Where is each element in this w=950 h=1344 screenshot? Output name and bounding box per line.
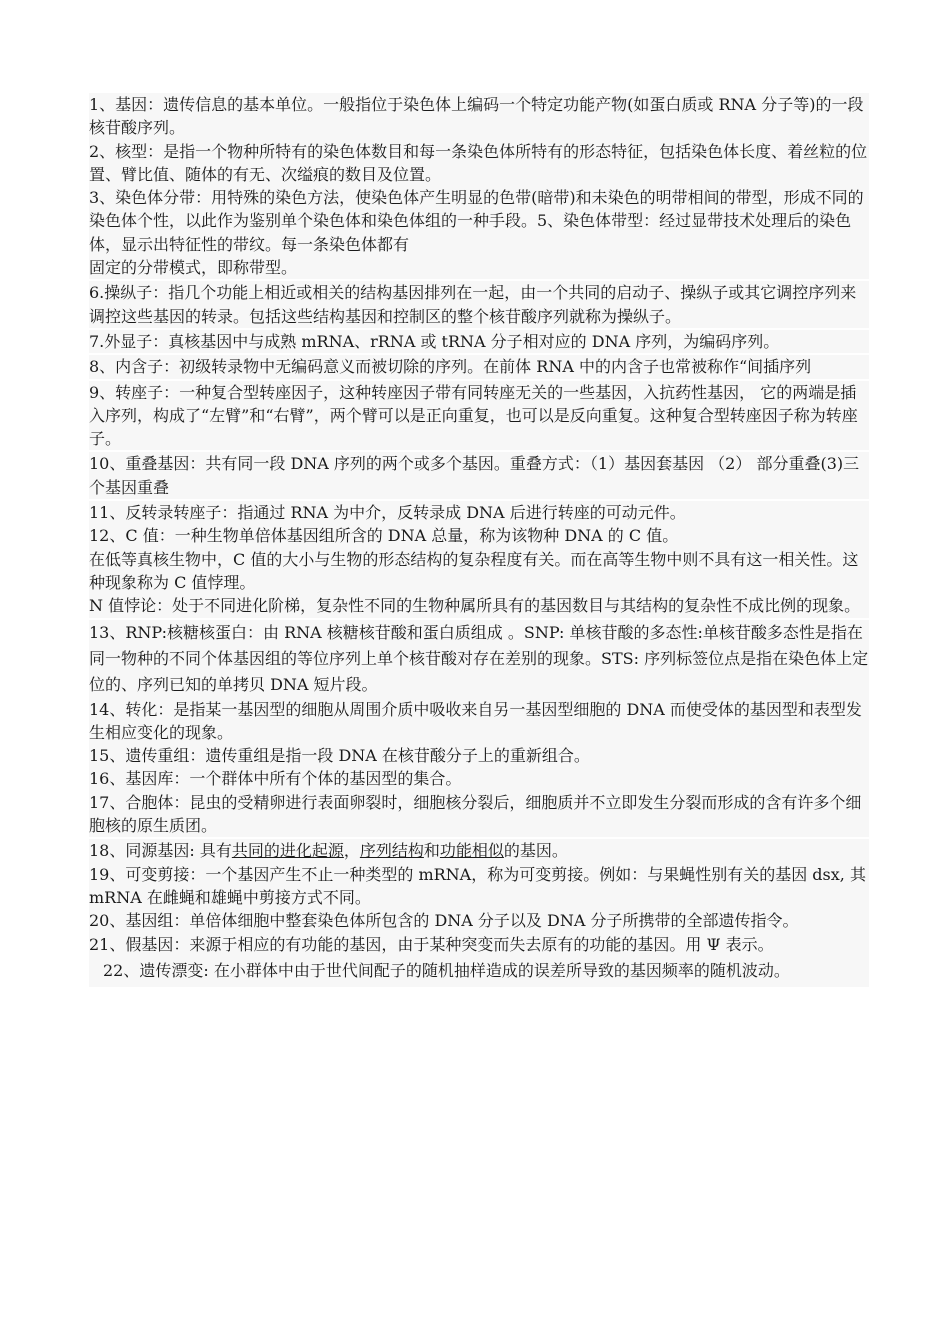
term-10-overlapping-gene: 10、重叠基因：共有同一段 DNA 序列的两个或多个基因。重叠方式：（1）基因套基因 （2） 部分重叠(3)三个基因重叠 <box>89 452 869 499</box>
term-7-exon: 7.外显子：真核基因中与成熟 mRNA、rRNA 或 tRNA 分子相对应的 DNA 序列，为编码序列。 <box>89 330 869 353</box>
term-8-intron: 8、内含子：初级转录物中无编码意义而被切除的序列。在前体 RNA 中的内含子也常被称作“间插序列 <box>89 355 869 378</box>
term-18-homologous-gene <box>89 839 869 862</box>
term-3-chromosome-banding: 3、染色体分带：用特殊的染色方法，使染色体产生明显的色带(暗带)和未染色的明带相间的带型，形成不同的染色体个性，以此作为鉴别单个染色体和染色体组的一种手段。5、染色体带型：经过显带技术处理后的染色体，显示出特征性的带纹。每一条染色体都有 <box>89 186 869 256</box>
term-6-operon: 6.操纵子：指几个功能上相近或相关的结构基因排列在一起，由一个共同的启动子、操纵子或其它调控序列来调控这些基因的转录。包括这些结构基因和控制区的整个核苷酸序列就称为操纵子。 <box>89 281 869 328</box>
term-2-karyotype: 2、核型：是指一个物种所特有的染色体数目和每一条染色体所特有的形态特征，包括染色体长度、着丝粒的位置、臂比值、随体的有无、次缢痕的数目及位置。 <box>89 140 869 187</box>
term-21-pseudogene: 21、假基因：来源于相应的有功能的基因，由于某种突变而失去原有的功能的基因。用 Ψ 表示。 <box>89 933 869 956</box>
term-13-rnp-snp-sts: 13、RNP:核糖核蛋白：由 RNA 核糖核苷酸和蛋白质组成 。SNP: 单核苷酸的多态性:单核苷酸多态性是指在同一物种的不同个体基因组的等位序列上单个核苷酸对存在差别的现象。STS: 序列标签位点是指在染色体上定位的、序列已知的单拷贝 DNA 短片段。 <box>89 620 869 698</box>
term-11-retrotransposon: 11、反转录转座子：指通过 RNA 为中介，反转录成 DNA 后进行转座的可动元件。 <box>89 501 869 524</box>
term-18-prefix: 18、同源基因: 具有 <box>89 841 232 861</box>
term-18-sequence-structure: 序列结构 <box>359 841 424 861</box>
term-3-continuation: 固定的分带模式，即称带型。 <box>89 256 869 279</box>
term-22-genetic-drift: 22、遗传漂变: 在小群体中由于世代间配子的随机抽样造成的误差所导致的基因频率的随机波动。 <box>89 956 869 987</box>
term-14-transformation: 14、转化：是指某一基因型的细胞从周围介质中吸收来自另一基因型细胞的 DNA 而使受体的基因型和表型发生相应变化的现象。 <box>89 698 869 745</box>
term-18-similar-function: 功能相似 <box>439 841 504 861</box>
term-12-n-value-paradox: N 值悖论：处于不同进化阶梯，复杂性不同的生物种属所具有的基因数目与其结构的复杂性不成比例的现象。 <box>89 594 869 617</box>
term-16-gene-pool: 16、基因库：一个群体中所有个体的基因型的集合。 <box>89 767 869 790</box>
term-19-alternative-splicing: 19、可变剪接：一个基因产生不止一种类型的 mRNA，称为可变剪接。例如：与果蝇性别有关的基因 dsx, 其 mRNA 在雌蝇和雄蝇中剪接方式不同。 <box>89 863 869 910</box>
term-18-sep2: 和 <box>423 841 440 861</box>
term-9-transposon: 9、转座子：一种复合型转座因子，这种转座因子带有同转座无关的一些基因，入抗药性基因， 它的两端是插入序列，构成了“左臂”和“右臂”，两个臂可以是正向重复，也可以是反向重复。这种复合型转座因子称为转座子。 <box>89 381 869 451</box>
glossary-content <box>89 93 869 987</box>
term-20-genome: 20、基因组：单倍体细胞中整套染色体所包含的 DNA 分子以及 DNA 分子所携带的全部遗传指令。 <box>89 909 869 932</box>
term-12-c-value: 12、C 值：一种生物单倍体基因组所含的 DNA 总量，称为该物种 DNA 的 C 值。 <box>89 524 869 547</box>
term-18-sep1: ， <box>343 841 360 861</box>
term-12-c-value-paradox: 在低等真核生物中，C 值的大小与生物的形态结构的复杂程度有关。而在高等生物中则不具有这一相关性。这种现象称为 C 值悖理。 <box>89 548 869 595</box>
term-17-syncytium: 17、合胞体：昆虫的受精卵进行表面卵裂时，细胞核分裂后，细胞质并不立即发生分裂而形成的含有许多个细胞核的原生质团。 <box>89 791 869 838</box>
term-1-gene: 1、基因：遗传信息的基本单位。一般指位于染色体上编码一个特定功能产物(如蛋白质或 RNA 分子等)的一段核苷酸序列。 <box>89 93 869 140</box>
term-15-genetic-recombination: 15、遗传重组：遗传重组是指一段 DNA 在核苷酸分子上的重新组合。 <box>89 744 869 767</box>
term-18-suffix: 的基因。 <box>503 841 568 861</box>
term-18-common-origin: 共同的进化起源 <box>231 841 344 861</box>
